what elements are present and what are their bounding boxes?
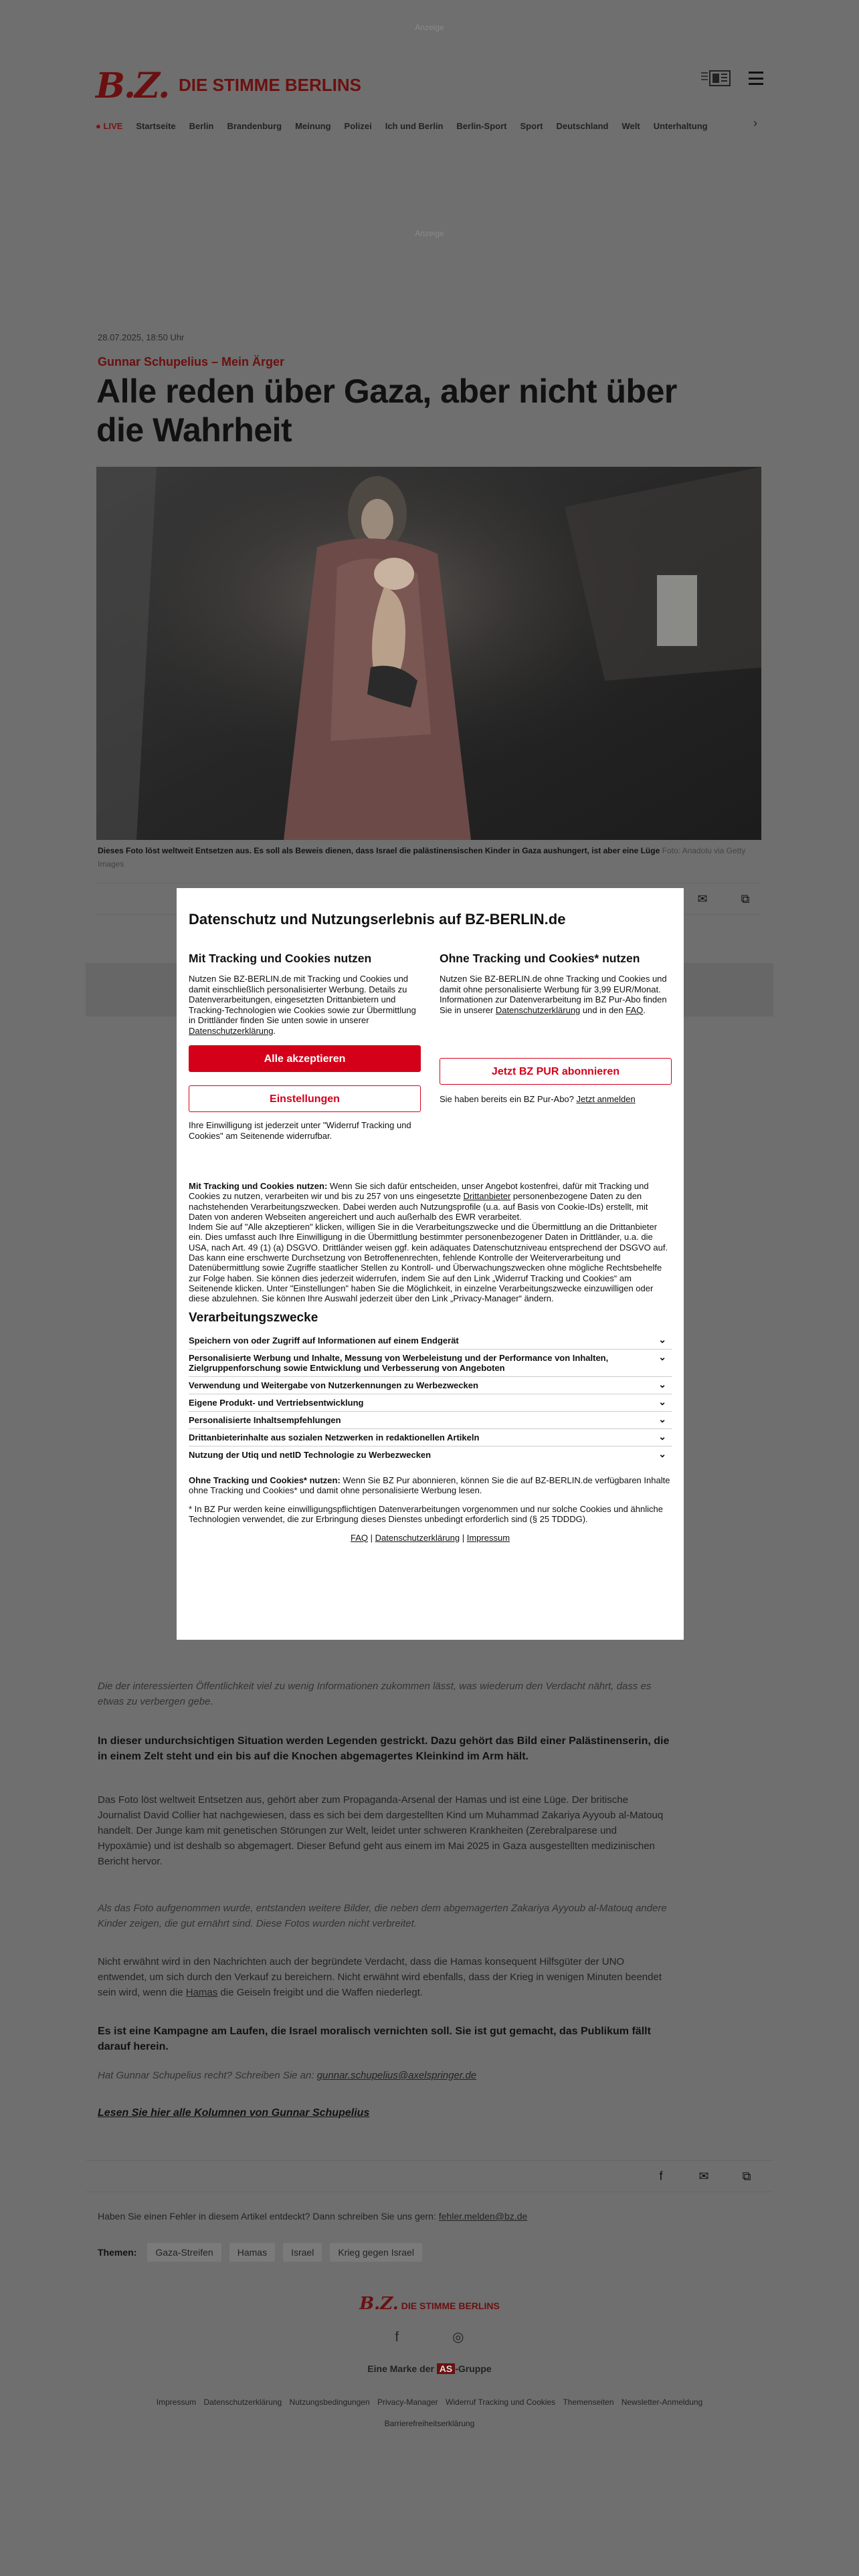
newspaper-icon[interactable] [700,70,731,87]
theme-tag[interactable]: Gaza-Streifen [147,2243,221,2262]
theme-tag[interactable]: Hamas [229,2243,275,2262]
nav-item-live[interactable]: ● LIVE [96,120,123,131]
purpose-item[interactable]: Eigene Produkt- und Vertriebsentwicklung ⌄ [189,1394,672,1412]
share-icons-bottom [653,2169,755,2183]
footer-link[interactable]: Impressum [156,2397,197,2407]
theme-tag[interactable]: Krieg gegen Israel [330,2243,422,2262]
footnote-text: * In BZ Pur werden keine einwilligungspflichtigen Datenverarbeitungen vorgenommen und nur solche Cookies und ähnliche Technologien verwendet, die zur Erbringung dieses Dienstes unbedingt erforderlich sind (§ 25 TDDDG). [189,1503,663,1525]
consent-legal-text: Mit Tracking und Cookies nutzen: Wenn Sie sich dafür entscheiden, unser Angebot kostenfrei, dafür mit Tracking und Cookies zu nutzen, verarbeiten wir und bis zu 257 von uns eingesetzte Drittanbieter personenbezogene Daten zu den nachstehenden Verarbeitungszwecken. Dabei werden auch Nutzungsprofile (u.a. auf Basis von Cookie-IDs) erstellt, mit Daten von anderen Webseiten angereichert und auch außerhalb des EWR verarbeitet. Indem Sie auf "Alle akzeptieren" klicken, willigen Sie in die Verarbeitungszwecke und die Übermittlung an die Drittanbieter ein. Dies umfasst auch Ihre Einwilligung in die Übermittlung bestimmter personenbezogener Daten in Drittländer, u.a. die USA, nach Art. 49 (1) (a) DSGVO. Drittländer weisen ggf. kein adäquates Datenschutzniveau entsprechend der DSGVO auf. Das kann eine erschwerte Durchsetzung von Betroffenenrechten, fehlende Kontrolle der Weiterverarbeitung und Datenübermittlung sowie Zugriffe staatlicher Stellen zu Kontroll- und Überwachungszwecken ohne mögliche Rechtsbehelfe zur Folge haben. Sie können dies jederzeit widerrufen, indem Sie auf den Link „Widerruf Tracking und Cookies“ am Seitenende klicken. Unter "Einstellungen" haben Sie die Möglichkeit, in einzelne Verarbeitungszwecke einzuwilligen oder diese abzulehnen. Sie können Ihre Auswahl jederzeit über den Link „Privacy-Manager“ ändern. [189,1181,668,1304]
image-caption: Dieses Foto löst weltweit Entsetzen aus. Es soll als Beweis dienen, dass Israel die palästinensischen Kinder in Gaza aushungert, ist aber eine Lüge Foto: Anadolu via Getty Images [98,846,746,869]
purpose-item[interactable]: Verwendung und Weitergabe von Nutzerkennungen zu Werbezwecken ⌄ [189,1377,672,1394]
article-hero-image [96,467,761,840]
pur-text: Nutzen Sie BZ-BERLIN.de ohne Tracking und Cookies und damit ohne personalisierte Werbung für 3,99 EUR/Monat. Informationen zur Datenverarbeitung im BZ Pur-Abo finden Sie in unserer Datenschutzerklärung und in den FAQ. [440,974,667,1015]
purpose-item[interactable]: Speichern von oder Zugriff auf Informationen auf einem Endgerät ⌄ [189,1332,672,1350]
report-error-line: Haben Sie einen Fehler in diesem Artikel entdeckt? Dann schreiben Sie uns gern: fehler.melden@bz.de [98,2211,528,2222]
consent-options [189,951,672,1141]
nav-item-polizei[interactable]: Polizei [344,120,372,131]
hamburger-icon[interactable] [749,72,763,85]
article-feedback: Hat Gunnar Schupelius recht? Schreiben Sie an: gunnar.schupelius@axelspringer.de [98,2070,477,2081]
ad-label-mid: Anzeige [415,229,444,238]
purpose-item[interactable]: Nutzung der Utiq und netID Technologie zu Werbezwecken ⌄ [189,1448,666,1460]
article-headline: Alle reden über Gaza, aber nicht über die Wahrheit [96,372,677,449]
nav-scroll-right-icon[interactable]: › [753,116,757,130]
footer-link[interactable]: Widerruf Tracking und Cookies [446,2397,556,2407]
revoke-note: Ihre Einwilligung ist jederzeit unter "Widerruf Tracking und Cookies" am Seitenende widerrufbar. [189,1120,411,1141]
instagram-icon[interactable]: ◎ [452,2330,464,2345]
article-paragraph-2: Das Foto löst weltweit Entsetzen aus, gehört aber zum Propaganda-Arsenal der Hamas und ist eine Lüge. Der britische Journalist David Collier hat nachgewiesen, dass es sich bei dem dargestellten Kind um Muhammad Zakariya Ayyoub al-Matouq handelt. Der Junge kam mit genetischen Störungen zur Welt, leidet unter schweren Krankheiten (Zerebralparese und Hypoxämie) und ist deshalb so abgemagert. Dieser Befund geht aus einem im Mai 2025 in Gaza ausgestellten medizinischen Bericht hervor. [98,1794,664,1867]
article-paragraph-bold-1: In dieser undurchsichtigen Situation werden Legenden gestrickt. Dazu gehört das Bild einer Palästinenserin, die in einem Zelt steht und ein bis auf die Knochen abgemagertes Kleinkind im Arm hält. [98,1735,670,1762]
theme-tag[interactable]: Israel [283,2243,322,2262]
nav-item-sport[interactable]: Sport [520,120,543,131]
privacy-policy-link[interactable]: Datenschutzerklärung [189,1025,274,1036]
settings-button[interactable]: Einstellungen [189,1085,421,1112]
copy-icon[interactable]: ⧉ [742,2169,751,2183]
purpose-item[interactable]: Personalisierte Werbung und Inhalte, Messung von Werbeleistung und der Performance von Inhalten, Zielgruppenforschung sowie Entwicklung und Verbesserung von Angeboten ⌄ [189,1350,672,1377]
logo-mark[interactable]: B.Z. [96,66,169,106]
tracking-text: Nutzen Sie BZ-BERLIN.de mit Tracking und Cookies und damit einschließlich personalisierter Werbung. Details zu Datenverarbeitungen, eingesetzten Drittanbietern und Tracking-Technologien wie Cookies sowie zur Übermittlung in Drittländer finden Sie unten sowie in unserer Datenschutzerklärung. [189,974,416,1036]
purpose-item[interactable]: Drittanbieterinhalte aus sozialen Netzwerken in redaktionellen Artikeln ⌄ [189,1429,672,1446]
nav-item-berlin[interactable]: Berlin [189,120,214,131]
facebook-icon[interactable]: f [659,2169,663,2183]
brand-line: Eine Marke der AS -Gruppe [367,2363,492,2374]
footer-logo[interactable]: B.Z. DIE STIMME BERLINS [359,2294,500,2314]
footer-social [0,2329,859,2345]
chevron-down-icon: ⌄ [658,1396,666,1407]
chevron-down-icon: ⌄ [658,1351,666,1362]
chevron-down-icon: ⌄ [658,1448,666,1459]
footer-link[interactable]: Newsletter-Anmeldung [621,2397,703,2407]
without-tracking-text: Ohne Tracking und Cookies* nutzen: Wenn Sie BZ Pur abonnieren, können Sie die auf BZ-BERLIN.de verfügbaren Inhalte ohne Tracking und Cookies* und damit ohne personalisierte Werbung lesen. [189,1475,670,1496]
pur-login-link[interactable]: Jetzt anmelden [576,1094,636,1104]
consent-modal [177,888,684,1640]
pur-privacy-link[interactable]: Datenschutzerklärung [495,1004,581,1015]
columns-link-wrap [98,2105,673,2121]
faq-link[interactable]: FAQ [626,1004,644,1015]
consent-privacy-link[interactable]: Datenschutzerklärung [375,1532,460,1543]
nav-item-meinung[interactable]: Meinung [295,120,331,131]
footer-links [100,2391,759,2434]
header-icons [700,70,763,87]
pur-login-line: Sie haben bereits ein BZ Pur-Abo? Jetzt anmelden [440,1094,636,1104]
logo-text[interactable]: DIE STIMME BERLINS [179,75,362,95]
chevron-down-icon: ⌄ [658,1333,666,1345]
footer-link[interactable]: Datenschutzerklärung [203,2397,282,2407]
copy-icon[interactable]: ⧉ [741,891,750,905]
nav-item-unterhaltung[interactable]: Unterhaltung [653,120,708,131]
footer-link[interactable]: Themenseiten [563,2397,614,2407]
themes-row [98,2243,422,2262]
article-paragraph-3: Nicht erwähnt wird in den Nachrichten auch der begründete Verdacht, dass die Hamas konsequent Hilfsgüter der UNO entwendet, um sich durch den Verkauf zu bereichern. Nicht erwähnt wird ebenfalls, dass der Krieg in wenigen Minuten beendet sein wird, wenn die Hamas die Geiseln freigibt und die Waffen niederlegt. [98,1956,662,1998]
consent-bottom-links: FAQ | Datenschutzerklärung | Impressum [350,1532,510,1543]
ad-label-top: Anzeige [415,23,444,32]
footer-link[interactable]: Privacy-Manager [377,2397,438,2407]
image-credit: Foto: Anadolu via Getty Images [98,846,746,869]
author-email-link[interactable]: gunnar.schupelius@axelspringer.de [316,2070,477,2081]
consent-imprint-link[interactable]: Impressum [466,1532,510,1543]
share-bar-bottom [86,2160,773,2192]
purposes-heading: Verarbeitungszwecke [189,1310,318,1325]
purpose-item[interactable]: Personalisierte Inhaltsempfehlungen ⌄ [189,1412,672,1429]
footer-link[interactable]: Barrierefreiheitserklärung [384,2419,475,2428]
mail-icon[interactable]: ✉ [697,891,708,905]
themes-label: Themen: [98,2247,137,2258]
live-dot-icon: ● [96,120,104,131]
article-paragraph-bold-2: Es ist eine Kampagne am Laufen, die Israel moralisch vernichten soll. Sie ist gut gemacht, das Publikum fällt darauf herein. [98,2026,651,2052]
chevron-down-icon: ⌄ [658,1413,666,1424]
chevron-down-icon: ⌄ [658,1430,666,1442]
article-date: 28.07.2025, 18:50 Uhr [98,332,185,342]
nav-item-brandenburg[interactable]: Brandenburg [227,120,282,131]
hero-photo [96,467,761,840]
footer-link[interactable]: Nutzungsbedingungen [289,2397,370,2407]
consent-title: Datenschutz und Nutzungserlebnis auf BZ-BERLIN.de [189,911,566,928]
site-header [96,66,763,106]
facebook-icon[interactable]: f [395,2330,399,2345]
accept-all-button[interactable]: Alle akzeptieren [189,1045,421,1072]
nav-item-startseite[interactable]: Startseite [136,120,176,131]
all-columns-link[interactable]: Lesen Sie hier alle Kolumnen von Gunnar Schupelius [98,2107,370,2119]
consent-option-pur [440,951,672,1141]
article-paragraph-italic-1: Als das Foto aufgenommen wurde, entstanden weitere Bilder, die neben dem abgemagerten Zakariya Ayyoub al-Matouq andere Kinder zeigen, die gut ernährt sind. Diese Fotos wurden nicht verbreitet. [98,1903,667,1929]
nav-item-deutschland[interactable]: Deutschland [556,120,609,131]
tracking-heading: Mit Tracking und Cookies nutzen [189,952,372,965]
axel-springer-logo: AS [437,2363,455,2374]
consent-option-tracking [189,951,421,1141]
error-email-link[interactable]: fehler.melden@bz.de [438,2211,528,2222]
consent-faq-link[interactable]: FAQ [350,1532,368,1543]
mail-icon[interactable]: ✉ [698,2169,709,2183]
nav-item-berlin-sport[interactable]: Berlin-Sport [456,120,507,131]
chevron-down-icon: ⌄ [658,1378,666,1390]
nav-item-welt[interactable]: Welt [622,120,640,131]
hamas-link[interactable]: Hamas [185,1987,218,1998]
article-kicker[interactable]: Gunnar Schupelius – Mein Ärger [98,355,285,368]
nav-item-ich-und-berlin[interactable]: Ich und Berlin [385,120,444,131]
main-navigation [96,118,763,134]
pur-heading: Ohne Tracking und Cookies* nutzen [440,952,640,965]
subscribe-pur-button[interactable]: Jetzt BZ PUR abonnieren [440,1058,672,1085]
vendors-link[interactable]: Drittanbieter [463,1191,511,1202]
article-paragraph-partial: Die der interessierten Öffentlichkeit viel zu wenig Informationen zukommen lässt, was wiederum den Verdacht nährt, dass es etwas zu verbergen gebe. [98,1681,652,1707]
